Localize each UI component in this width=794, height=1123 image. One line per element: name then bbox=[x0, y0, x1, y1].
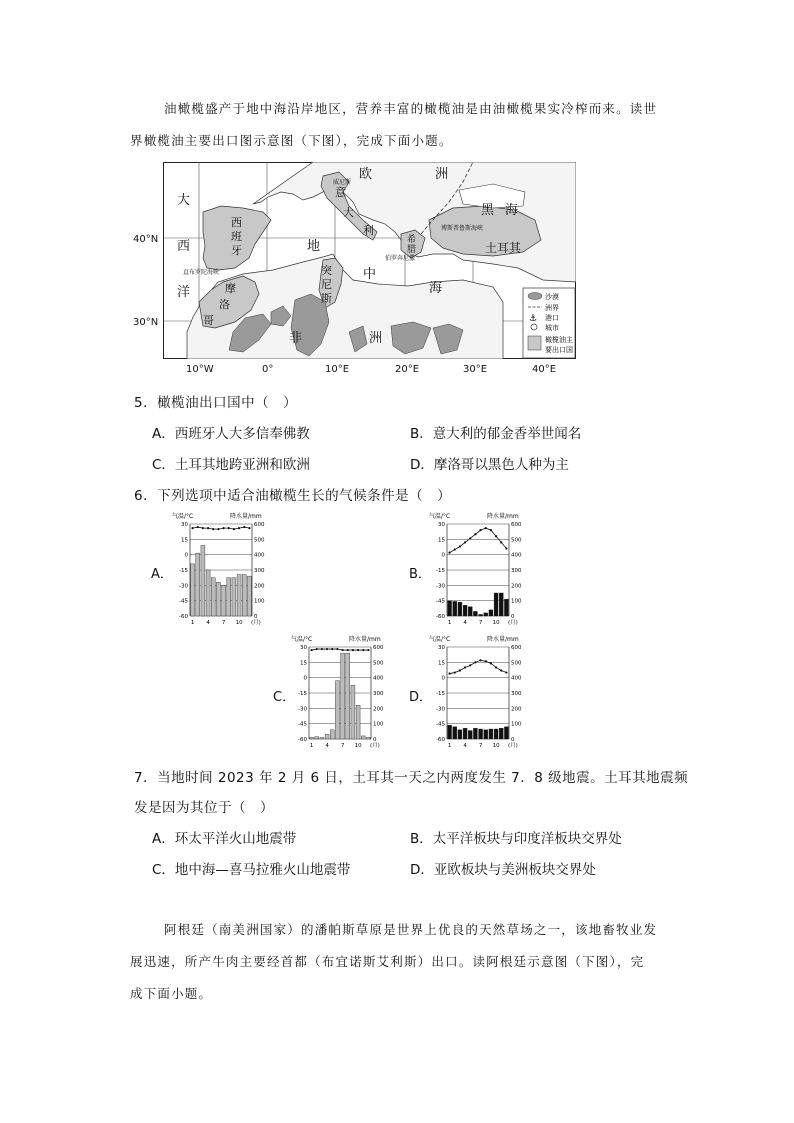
temp-point bbox=[191, 527, 193, 529]
temp-tick-label: 15 bbox=[438, 660, 445, 667]
question-6-stem: 6．下列选项中适合油橄榄生长的气候条件是（ ） bbox=[134, 488, 452, 504]
month-tick-label: 4 bbox=[206, 620, 210, 626]
temp-tick-label: -60 bbox=[436, 737, 445, 743]
temp-line bbox=[312, 649, 369, 650]
legend-desert-swatch bbox=[528, 293, 542, 300]
precip-tick-label: 600 bbox=[511, 522, 522, 528]
precip-bar bbox=[247, 576, 251, 616]
label-africa-2: 洲 bbox=[369, 331, 383, 346]
climate-chart-a bbox=[170, 510, 270, 630]
temp-point bbox=[321, 648, 323, 650]
label-spain-2: 班 bbox=[231, 230, 242, 243]
temp-point bbox=[212, 528, 214, 530]
temp-axis-title: 气温/°C bbox=[429, 636, 451, 643]
month-unit-label: (月) bbox=[370, 743, 380, 749]
precip-tick-label: 0 bbox=[254, 614, 258, 620]
temp-point bbox=[464, 666, 466, 668]
label-tunisia-3: 斯 bbox=[321, 292, 332, 305]
legend-exporter-2: 要出口国 bbox=[545, 346, 573, 354]
question-6-option-b[interactable]: B． bbox=[409, 567, 431, 582]
precip-bar bbox=[448, 725, 452, 739]
precip-bar bbox=[468, 607, 472, 616]
temp-point bbox=[248, 527, 250, 529]
map-lon-10e: 10°E bbox=[325, 364, 350, 375]
temp-point bbox=[197, 526, 199, 528]
precip-bar bbox=[310, 737, 314, 739]
precip-tick-label: 500 bbox=[511, 660, 522, 667]
intro-paragraph-2 bbox=[130, 914, 670, 1010]
precip-bar bbox=[330, 730, 334, 739]
precip-tick-label: 600 bbox=[254, 522, 265, 528]
temp-point bbox=[454, 671, 456, 673]
label-venice: 威尼斯 bbox=[333, 179, 352, 186]
question-6-option-a[interactable]: A． bbox=[151, 567, 173, 582]
precip-bar bbox=[489, 729, 493, 739]
temp-point bbox=[474, 661, 476, 663]
temp-point bbox=[495, 535, 497, 537]
precip-bar bbox=[191, 564, 195, 616]
precip-bar bbox=[315, 737, 319, 739]
precip-axis-title: 降水量/mm bbox=[487, 636, 519, 643]
precip-bar bbox=[201, 545, 205, 616]
label-black-sea-1: 黑 bbox=[481, 203, 495, 218]
label-tunisia-2: 尼 bbox=[321, 278, 332, 291]
precip-tick-label: 500 bbox=[511, 537, 522, 544]
temp-tick-label: -15 bbox=[298, 691, 307, 697]
precip-bar bbox=[473, 611, 477, 616]
precip-bar bbox=[320, 737, 324, 739]
precip-bar bbox=[463, 728, 467, 739]
month-tick-label: 7 bbox=[478, 743, 483, 749]
precip-tick-label: 500 bbox=[373, 660, 384, 667]
temp-tick-label: -60 bbox=[436, 614, 445, 620]
precip-bar bbox=[463, 605, 467, 616]
precip-bar bbox=[351, 685, 355, 739]
temp-tick-label: 0 bbox=[184, 552, 188, 559]
temp-point bbox=[238, 527, 240, 529]
temp-point bbox=[500, 541, 502, 543]
temp-point bbox=[485, 660, 487, 662]
precip-bar bbox=[479, 729, 483, 739]
temp-line bbox=[450, 528, 507, 553]
precip-bar bbox=[237, 575, 241, 616]
precip-tick-label: 400 bbox=[511, 552, 522, 559]
precip-bar bbox=[499, 593, 503, 616]
precip-bar bbox=[216, 582, 220, 616]
map-lon-40e: 40°E bbox=[532, 364, 557, 375]
temp-tick-label: 0 bbox=[441, 675, 445, 682]
temp-point bbox=[505, 671, 507, 673]
temp-point bbox=[448, 672, 450, 674]
temp-point bbox=[336, 648, 338, 650]
precip-bar bbox=[196, 553, 200, 616]
precip-tick-label: 200 bbox=[511, 706, 522, 713]
label-morocco-3: 哥 bbox=[203, 314, 214, 327]
precip-bar bbox=[232, 578, 236, 616]
temp-point bbox=[469, 537, 471, 539]
temp-point bbox=[479, 529, 481, 531]
question-5-stem: 5．橄榄油出口国中（ ） bbox=[134, 395, 298, 411]
temp-tick-label: -45 bbox=[179, 598, 188, 605]
temp-point bbox=[459, 669, 461, 671]
label-mediterranean-2: 中 bbox=[363, 267, 377, 282]
map-lat-30: 30°N bbox=[133, 317, 159, 328]
map-lon-20e: 20°E bbox=[395, 364, 420, 375]
temp-tick-label: -45 bbox=[436, 598, 445, 605]
precip-bar bbox=[494, 593, 498, 616]
temp-point bbox=[500, 669, 502, 671]
legend-city: 城市 bbox=[545, 324, 559, 332]
precip-bar bbox=[499, 728, 503, 739]
temp-point bbox=[202, 527, 204, 529]
precip-bar bbox=[211, 578, 215, 616]
temp-point bbox=[326, 648, 328, 650]
month-unit-label: (月) bbox=[508, 620, 518, 626]
precip-bar bbox=[227, 578, 231, 616]
temp-point bbox=[464, 541, 466, 543]
temp-point bbox=[243, 526, 245, 528]
label-atlantic-3: 洋 bbox=[177, 285, 191, 300]
precip-tick-label: 0 bbox=[511, 737, 515, 743]
temp-tick-label: -60 bbox=[298, 737, 307, 743]
precip-axis-title: 降水量/mm bbox=[487, 513, 519, 520]
month-tick-label: 1 bbox=[190, 620, 195, 626]
label-black-sea-2: 海 bbox=[505, 203, 519, 218]
month-tick-label: 10 bbox=[354, 743, 362, 749]
precip-tick-label: 400 bbox=[254, 552, 265, 559]
label-italy-3: 利 bbox=[363, 224, 374, 237]
temp-line bbox=[193, 527, 250, 529]
month-tick-label: 4 bbox=[463, 620, 467, 626]
map-lon-30e: 30°E bbox=[463, 364, 488, 375]
temp-tick-label: -45 bbox=[298, 721, 307, 728]
month-unit-label: (月) bbox=[508, 743, 518, 749]
legend-port: 港口 bbox=[545, 314, 559, 322]
label-morocco-1: 摩 bbox=[225, 282, 236, 295]
temp-point bbox=[228, 527, 230, 529]
temp-axis-title: 气温/°C bbox=[291, 636, 313, 643]
question-7-option-a[interactable]: A．环太平洋火山地震带 bbox=[152, 831, 297, 847]
temp-tick-label: -15 bbox=[179, 568, 188, 574]
map-lon-0: 0° bbox=[262, 364, 274, 375]
precip-bar bbox=[206, 570, 210, 616]
temp-tick-label: -15 bbox=[436, 691, 445, 697]
month-tick-label: 1 bbox=[447, 620, 452, 626]
temp-tick-label: 30 bbox=[438, 522, 445, 528]
question-7-option-c[interactable]: C．地中海—喜马拉雅火山地震带 bbox=[152, 862, 351, 878]
month-tick-label: 7 bbox=[221, 620, 226, 626]
precip-tick-label: 300 bbox=[254, 568, 265, 574]
precip-bar bbox=[489, 610, 493, 616]
temp-point bbox=[207, 527, 209, 529]
temp-point bbox=[454, 548, 456, 550]
question-5-option-b[interactable]: B．意大利的郁金香举世闻名 bbox=[410, 426, 582, 442]
temp-tick-label: -30 bbox=[179, 583, 188, 590]
intro2-line-3: 成下面小题。 bbox=[130, 986, 213, 1001]
precip-tick-label: 400 bbox=[373, 675, 384, 682]
precip-axis-title: 降水量/mm bbox=[230, 513, 262, 520]
temp-point bbox=[495, 666, 497, 668]
precip-tick-label: 300 bbox=[373, 691, 384, 697]
label-atlantic-1: 大 bbox=[177, 193, 191, 208]
question-5-option-c[interactable]: C．土耳其地跨亚洲和欧洲 bbox=[152, 457, 310, 473]
label-gibraltar: 直布罗陀海峡 bbox=[183, 269, 220, 276]
label-africa-1: 非 bbox=[289, 331, 303, 346]
temp-tick-label: -30 bbox=[436, 706, 445, 713]
temp-point bbox=[316, 648, 318, 650]
temp-point bbox=[474, 533, 476, 535]
temp-tick-label: 30 bbox=[300, 645, 307, 651]
label-morocco-2: 洛 bbox=[219, 298, 230, 311]
temp-point bbox=[310, 649, 312, 651]
label-tunisia-1: 突 bbox=[321, 264, 332, 277]
month-tick-label: 7 bbox=[478, 620, 483, 626]
question-7-stem-line-1: 7．当地时间 2023 年 2 月 6 日，土耳其一天之内两度发生 7．8 级地震。土耳其地震频 bbox=[134, 770, 689, 786]
precip-tick-label: 400 bbox=[511, 675, 522, 682]
question-7-option-d[interactable]: D．亚欧板块与美洲板块交界处 bbox=[410, 862, 596, 878]
intro2-line-2: 展迅速，所产牛肉主要经首都（布宜诺斯艾利斯）出口。读阿根廷示意图（下图），完 bbox=[130, 954, 645, 969]
label-italy-1: 意 bbox=[335, 186, 346, 199]
precip-bar bbox=[346, 653, 350, 739]
precip-bar bbox=[479, 614, 483, 616]
precip-bar bbox=[473, 728, 477, 739]
precip-bar bbox=[504, 727, 508, 739]
precip-tick-label: 300 bbox=[511, 691, 522, 697]
legend-desert: 沙漠 bbox=[545, 293, 559, 301]
precip-bar bbox=[458, 730, 462, 739]
label-mediterranean-3: 海 bbox=[429, 281, 443, 296]
label-spain-3: 牙 bbox=[231, 244, 242, 257]
month-tick-label: 10 bbox=[235, 620, 243, 626]
precip-tick-label: 300 bbox=[511, 568, 522, 574]
temp-tick-label: -15 bbox=[436, 568, 445, 574]
precip-bar bbox=[341, 653, 345, 739]
legend-exporter-swatch bbox=[528, 336, 541, 350]
temp-point bbox=[357, 649, 359, 651]
precip-bar bbox=[468, 731, 472, 739]
map-lat-40: 40°N bbox=[133, 234, 159, 245]
precip-tick-label: 100 bbox=[373, 721, 384, 728]
legend-boundary: 洲界 bbox=[545, 304, 559, 312]
intro-line-1: 油橄榄盛产于地中海沿岸地区，营养丰富的橄榄油是由油橄榄果实冷榨而来。读世 bbox=[164, 101, 658, 116]
label-greece-2: 腊 bbox=[407, 245, 417, 255]
temp-point bbox=[448, 552, 450, 554]
label-peloponnese: 伯罗奔尼撒 bbox=[385, 255, 416, 262]
label-italy-2: 大 bbox=[343, 206, 354, 219]
intro-line-2: 界橄榄油主要出口图示意图（下图），完成下面小题。 bbox=[130, 133, 453, 148]
temp-point bbox=[233, 528, 235, 530]
precip-tick-label: 200 bbox=[511, 583, 522, 590]
temp-axis-title: 气温/°C bbox=[172, 513, 194, 520]
map-legend bbox=[523, 288, 575, 358]
precip-bar bbox=[504, 599, 508, 616]
month-tick-label: 4 bbox=[463, 743, 467, 749]
precip-tick-label: 200 bbox=[254, 583, 265, 590]
climate-chart-c bbox=[289, 633, 389, 753]
temp-tick-label: 0 bbox=[441, 552, 445, 559]
temp-tick-label: -60 bbox=[179, 614, 188, 620]
precip-bar bbox=[453, 601, 457, 616]
precip-bar bbox=[361, 736, 365, 739]
precip-tick-label: 200 bbox=[373, 706, 384, 713]
temp-point bbox=[485, 527, 487, 529]
label-atlantic-2: 西 bbox=[177, 239, 191, 254]
precip-tick-label: 100 bbox=[511, 721, 522, 728]
question-5-option-d[interactable]: D．摩洛哥以黑色人种为主 bbox=[410, 457, 569, 473]
month-tick-label: 10 bbox=[492, 620, 500, 626]
temp-tick-label: -45 bbox=[436, 721, 445, 728]
temp-tick-label: -30 bbox=[298, 706, 307, 713]
label-europe-1: 欧 bbox=[359, 167, 373, 182]
temp-tick-label: 15 bbox=[181, 537, 188, 544]
precip-bar bbox=[484, 613, 488, 616]
temp-point bbox=[367, 649, 369, 651]
mediterranean-olive-oil-map bbox=[163, 162, 576, 359]
precip-bar bbox=[484, 730, 488, 739]
temp-point bbox=[222, 527, 224, 529]
precip-tick-label: 100 bbox=[254, 598, 265, 605]
month-unit-label: (月) bbox=[251, 620, 261, 626]
label-greece-1: 希 bbox=[407, 235, 417, 245]
legend-exporter-1: 橄榄油主 bbox=[545, 336, 573, 344]
month-tick-label: 7 bbox=[340, 743, 345, 749]
map-lon-10w: 10°W bbox=[186, 364, 214, 375]
temp-point bbox=[217, 528, 219, 530]
label-spain-1: 西 bbox=[231, 216, 242, 229]
temp-tick-label: 0 bbox=[303, 675, 307, 682]
precip-tick-label: 0 bbox=[511, 614, 515, 620]
temp-axis-title: 气温/°C bbox=[429, 513, 451, 520]
precip-tick-label: 600 bbox=[373, 645, 384, 651]
label-turkey: 土耳其 bbox=[485, 241, 522, 255]
temp-tick-label: 15 bbox=[300, 660, 307, 667]
precip-bar bbox=[325, 734, 329, 739]
precip-bar bbox=[494, 729, 498, 739]
temp-point bbox=[341, 649, 343, 651]
precip-bar bbox=[453, 727, 457, 739]
temp-point bbox=[505, 547, 507, 549]
temp-point bbox=[479, 659, 481, 661]
question-7-stem-line-2: 发是因为其位于（ ） bbox=[134, 800, 274, 816]
label-bosporus: 博斯普鲁斯海峡 bbox=[441, 225, 484, 232]
question-7-option-b[interactable]: B．太平洋板块与印度洋板块交界处 bbox=[410, 831, 622, 847]
question-6-option-d[interactable]: D． bbox=[409, 690, 433, 705]
temp-point bbox=[352, 649, 354, 651]
label-mediterranean-1: 地 bbox=[307, 239, 321, 254]
precip-tick-label: 0 bbox=[373, 737, 377, 743]
question-5-option-a[interactable]: A．西班牙人大多信奉佛教 bbox=[152, 426, 310, 442]
temp-tick-label: -30 bbox=[436, 583, 445, 590]
precip-bar bbox=[222, 585, 226, 616]
intro-paragraph-1 bbox=[130, 93, 670, 157]
label-europe-2: 洲 bbox=[435, 167, 449, 182]
month-tick-label: 1 bbox=[309, 743, 314, 749]
month-tick-label: 1 bbox=[447, 743, 452, 749]
precip-bar bbox=[356, 705, 360, 739]
temp-tick-label: 30 bbox=[181, 522, 188, 528]
temp-point bbox=[362, 649, 364, 651]
precip-bar bbox=[242, 575, 246, 616]
month-tick-label: 10 bbox=[492, 743, 500, 749]
city-icon bbox=[531, 324, 537, 330]
temp-point bbox=[490, 529, 492, 531]
precip-axis-title: 降水量/mm bbox=[349, 636, 381, 643]
temp-point bbox=[459, 545, 461, 547]
anchor-icon: ⚓ bbox=[529, 314, 538, 324]
precip-bar bbox=[458, 602, 462, 616]
climate-chart-d bbox=[427, 633, 527, 753]
intro2-line-1: 阿根廷（南美洲国家）的潘帕斯草原是世界上优良的天然草场之一，该地畜牧业发 bbox=[164, 922, 658, 937]
temp-point bbox=[469, 664, 471, 666]
precip-bar bbox=[448, 601, 452, 616]
temp-point bbox=[490, 662, 492, 664]
question-6-option-c[interactable]: C． bbox=[273, 690, 296, 705]
precip-tick-label: 100 bbox=[511, 598, 522, 605]
temp-tick-label: 15 bbox=[438, 537, 445, 544]
temp-point bbox=[331, 648, 333, 650]
precip-bar bbox=[366, 737, 370, 739]
climate-chart-b bbox=[427, 510, 527, 630]
precip-tick-label: 600 bbox=[511, 645, 522, 651]
temp-tick-label: 30 bbox=[438, 645, 445, 651]
precip-tick-label: 500 bbox=[254, 537, 265, 544]
temp-point bbox=[347, 649, 349, 651]
month-tick-label: 4 bbox=[325, 743, 329, 749]
precip-bar bbox=[335, 681, 339, 739]
